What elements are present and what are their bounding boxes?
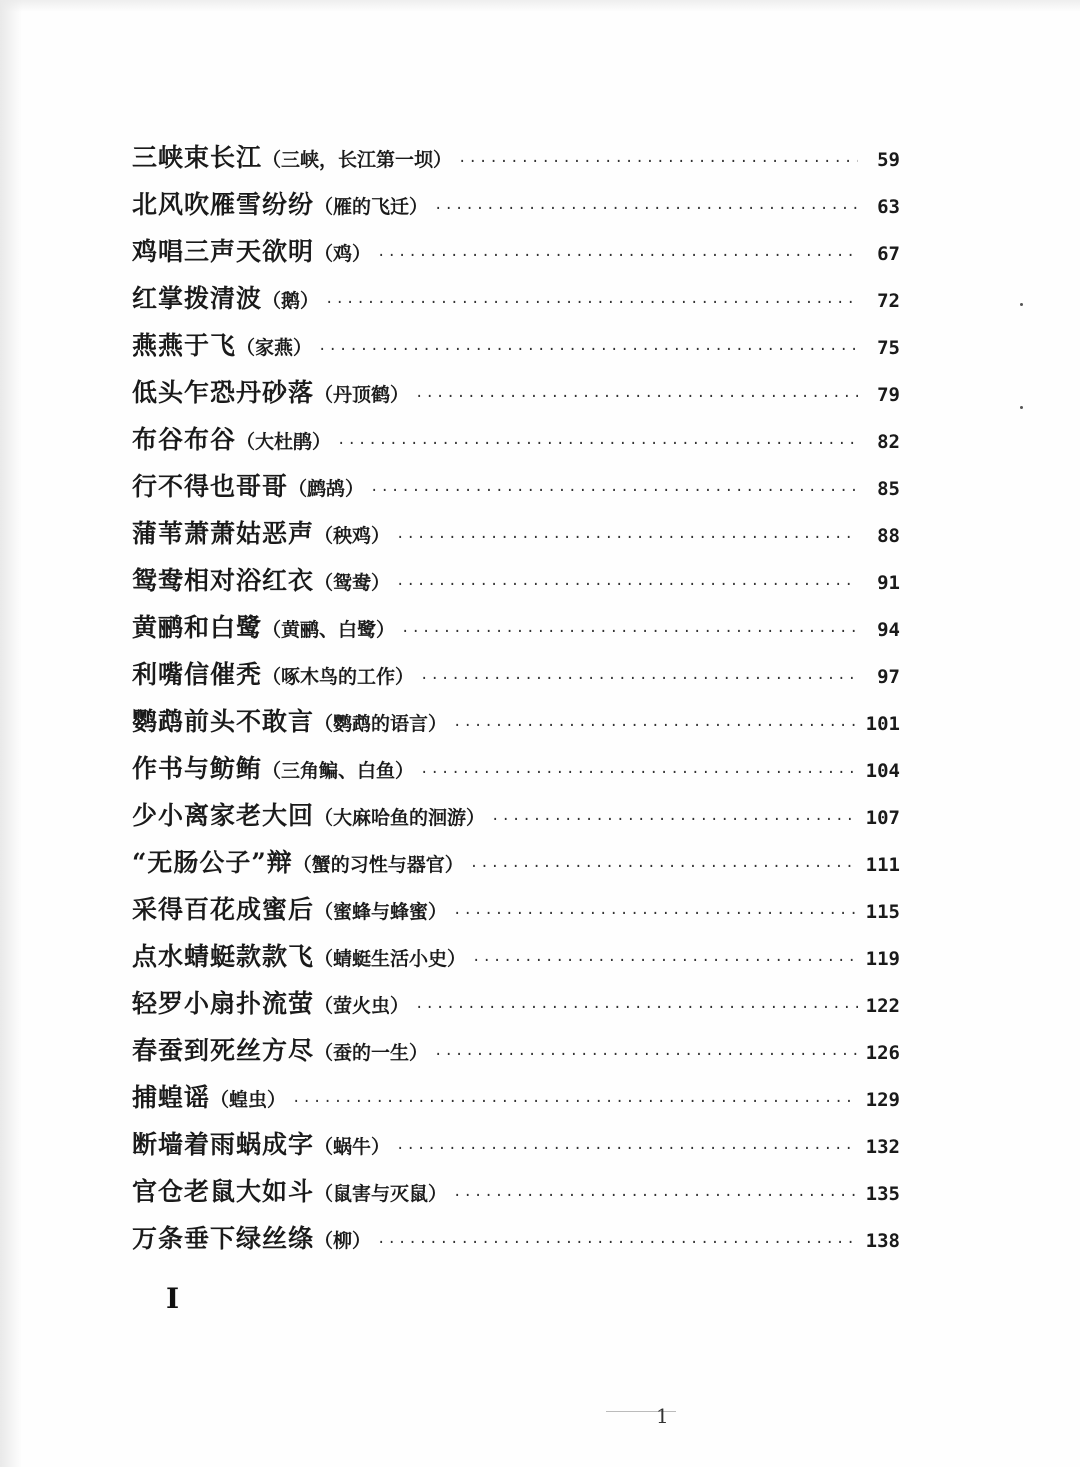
toc-entry-page: 111 bbox=[865, 854, 900, 876]
toc-entry-subtitle: （三角鳊、白鱼） bbox=[262, 760, 415, 782]
toc-entry-subtitle: （秧鸡） bbox=[314, 525, 391, 547]
toc-entry-subtitle: （鼠害与灭鼠） bbox=[314, 1183, 448, 1205]
toc-entry-title: 鹦鹉前头不敢言 bbox=[132, 707, 315, 736]
toc-dot-leader bbox=[470, 844, 858, 891]
toc-entry-title: 鸳鸯相对浴红衣 bbox=[132, 566, 315, 595]
toc-entry bbox=[132, 416, 900, 463]
toc-entry-title: 作书与鲂鲔 bbox=[132, 754, 263, 783]
toc-entry-title: 断墙着雨蜗成字 bbox=[132, 1130, 315, 1159]
toc-dot-leader bbox=[420, 656, 858, 703]
toc-entry-page: 104 bbox=[865, 760, 900, 782]
toc-entry-title: 少小离家老大回 bbox=[132, 801, 315, 830]
toc-entry bbox=[132, 980, 900, 1027]
toc-entry-title: 三峡束长江 bbox=[132, 143, 263, 172]
toc-entry-page: 82 bbox=[877, 431, 900, 453]
toc-entry-title: 轻罗小扇扑流萤 bbox=[132, 989, 315, 1018]
toc-entry-page: 132 bbox=[865, 1136, 900, 1158]
toc-entry-title: 燕燕于飞 bbox=[132, 331, 237, 360]
toc-entry-title: 行不得也哥哥 bbox=[132, 472, 289, 501]
toc-entry bbox=[132, 839, 900, 886]
toc-dot-leader bbox=[396, 562, 858, 609]
toc-entry bbox=[132, 933, 900, 980]
toc-entry bbox=[132, 651, 900, 698]
toc-entry bbox=[132, 1074, 900, 1121]
toc-entry-subtitle: （柳） bbox=[314, 1230, 372, 1252]
toc-entry bbox=[132, 1215, 900, 1262]
scan-speck bbox=[1020, 406, 1023, 409]
toc-entry-page: 72 bbox=[877, 290, 900, 312]
toc-entry-title: 蒲苇萧萧姑恶声 bbox=[132, 519, 315, 548]
toc-dot-leader bbox=[396, 515, 858, 562]
toc-entry bbox=[132, 134, 900, 181]
toc-entry-subtitle: （啄木鸟的工作） bbox=[262, 666, 415, 688]
toc-entry-title: 北风吹雁雪纷纷 bbox=[132, 190, 315, 219]
toc-entry-subtitle: （鹧鸪） bbox=[288, 478, 365, 500]
toc-entry-subtitle: （大麻哈鱼的洄游） bbox=[314, 807, 486, 829]
toc-entry-subtitle: （鸡） bbox=[314, 243, 372, 265]
toc-entry-page: 88 bbox=[877, 525, 900, 547]
toc-dot-leader bbox=[337, 421, 858, 468]
toc-dot-leader bbox=[415, 374, 858, 421]
toc-entry-page: 91 bbox=[877, 572, 900, 594]
toc-entry-title: 捕蝗谣 bbox=[132, 1083, 211, 1112]
toc-entry-title: 万条垂下绿丝绦 bbox=[132, 1224, 315, 1253]
toc-dot-leader bbox=[420, 750, 858, 797]
toc-entry-title: 低头乍恐丹砂落 bbox=[132, 378, 315, 407]
toc-entry bbox=[132, 369, 900, 416]
toc-dot-leader bbox=[377, 1220, 858, 1267]
roman-numeral-mark: I bbox=[166, 1282, 180, 1315]
toc-entry-subtitle: （大杜鹃） bbox=[236, 431, 332, 453]
toc-entry bbox=[132, 745, 900, 792]
toc-entry-title: 采得百花成蜜后 bbox=[132, 895, 315, 924]
toc-entry-subtitle: （鹅） bbox=[262, 290, 320, 312]
toc-dot-leader bbox=[401, 609, 858, 656]
toc-entry-page: 101 bbox=[865, 713, 900, 735]
toc-dot-leader bbox=[415, 985, 858, 1032]
toc-entry-page: 135 bbox=[865, 1183, 900, 1205]
toc-entry bbox=[132, 463, 900, 510]
toc-entry bbox=[132, 1121, 900, 1168]
toc-entry-title: 布谷布谷 bbox=[132, 425, 237, 454]
toc-entry-page: 115 bbox=[865, 901, 900, 923]
toc-entry-subtitle: （鸳鸯） bbox=[314, 572, 391, 594]
toc-entry bbox=[132, 698, 900, 745]
toc-entry-page: 122 bbox=[865, 995, 900, 1017]
toc-entry-title: 官仓老鼠大如斗 bbox=[132, 1177, 315, 1206]
toc-entry-subtitle: （家燕） bbox=[236, 337, 313, 359]
toc-entry-title: 黄鹂和白鹭 bbox=[132, 613, 263, 642]
toc-entry-page: 97 bbox=[877, 666, 900, 688]
toc-entry-subtitle: （鹦鹉的语言） bbox=[314, 713, 448, 735]
toc-entry-page: 107 bbox=[865, 807, 900, 829]
toc-entry-page: 75 bbox=[877, 337, 900, 359]
toc-dot-leader bbox=[434, 186, 858, 233]
toc-entry-subtitle: （雁的飞迁） bbox=[314, 196, 429, 218]
toc-entry-page: 119 bbox=[865, 948, 900, 970]
toc-entry bbox=[132, 181, 900, 228]
toc-entry-title: 利嘴信催秃 bbox=[132, 660, 263, 689]
toc-entry-page: 79 bbox=[877, 384, 900, 406]
scan-speck bbox=[1020, 303, 1023, 306]
toc-entry-subtitle: （三峡，长江第一坝） bbox=[262, 149, 453, 171]
toc-entry-title: 春蚕到死丝方尽 bbox=[132, 1036, 315, 1065]
toc-entry-page: 126 bbox=[865, 1042, 900, 1064]
toc-entry bbox=[132, 510, 900, 557]
toc-dot-leader bbox=[453, 1173, 858, 1220]
toc-entry bbox=[132, 228, 900, 275]
toc-entry bbox=[132, 792, 900, 839]
toc-entry bbox=[132, 886, 900, 933]
toc-entry-page: 59 bbox=[877, 149, 900, 171]
toc-entry-title: 红掌拨清波 bbox=[132, 284, 263, 313]
toc-entry-subtitle: （蜜蜂与蜂蜜） bbox=[314, 901, 448, 923]
toc-entry-page: 129 bbox=[865, 1089, 900, 1111]
scan-edge-left bbox=[0, 0, 22, 1467]
toc-dot-leader bbox=[491, 797, 858, 844]
table-of-contents bbox=[132, 134, 900, 1262]
toc-entry-subtitle: （蚕的一生） bbox=[314, 1042, 429, 1064]
toc-entry-subtitle: （蝗虫） bbox=[210, 1089, 287, 1111]
toc-dot-leader bbox=[472, 938, 858, 985]
toc-dot-leader bbox=[434, 1032, 858, 1079]
toc-entry-subtitle: （萤火虫） bbox=[314, 995, 410, 1017]
toc-dot-leader bbox=[325, 280, 858, 327]
page-number: 1 bbox=[656, 1404, 669, 1428]
toc-entry-page: 67 bbox=[877, 243, 900, 265]
toc-dot-leader bbox=[318, 327, 858, 374]
toc-entry-subtitle: （黄鹂、白鹭） bbox=[262, 619, 396, 641]
toc-dot-leader bbox=[292, 1079, 858, 1126]
toc-entry bbox=[132, 557, 900, 604]
toc-dot-leader bbox=[377, 233, 858, 280]
toc-entry-title: 点水蜻蜓款款飞 bbox=[132, 942, 315, 971]
toc-entry-page: 63 bbox=[877, 196, 900, 218]
toc-entry-page: 85 bbox=[877, 478, 900, 500]
toc-entry-page: 94 bbox=[877, 619, 900, 641]
toc-entry bbox=[132, 1027, 900, 1074]
toc-entry-subtitle: （丹顶鹤） bbox=[314, 384, 410, 406]
toc-entry bbox=[132, 275, 900, 322]
toc-entry bbox=[132, 604, 900, 651]
toc-dot-leader bbox=[458, 139, 858, 186]
toc-dot-leader bbox=[396, 1126, 858, 1173]
toc-entry bbox=[132, 1168, 900, 1215]
toc-entry-title: 鸡唱三声天欲明 bbox=[132, 237, 315, 266]
toc-dot-leader bbox=[370, 468, 858, 515]
toc-dot-leader bbox=[453, 703, 858, 750]
toc-entry-subtitle: （蟹的习性与器官） bbox=[292, 854, 464, 876]
toc-entry bbox=[132, 322, 900, 369]
toc-dot-leader bbox=[453, 891, 858, 938]
toc-entry-page: 138 bbox=[865, 1230, 900, 1252]
toc-entry-subtitle: （蜗牛） bbox=[314, 1136, 391, 1158]
toc-entry-title: “无肠公子”辩 bbox=[132, 848, 293, 877]
scan-edge-top bbox=[0, 0, 1080, 12]
toc-entry-subtitle: （蜻蜓生活小史） bbox=[314, 948, 467, 970]
